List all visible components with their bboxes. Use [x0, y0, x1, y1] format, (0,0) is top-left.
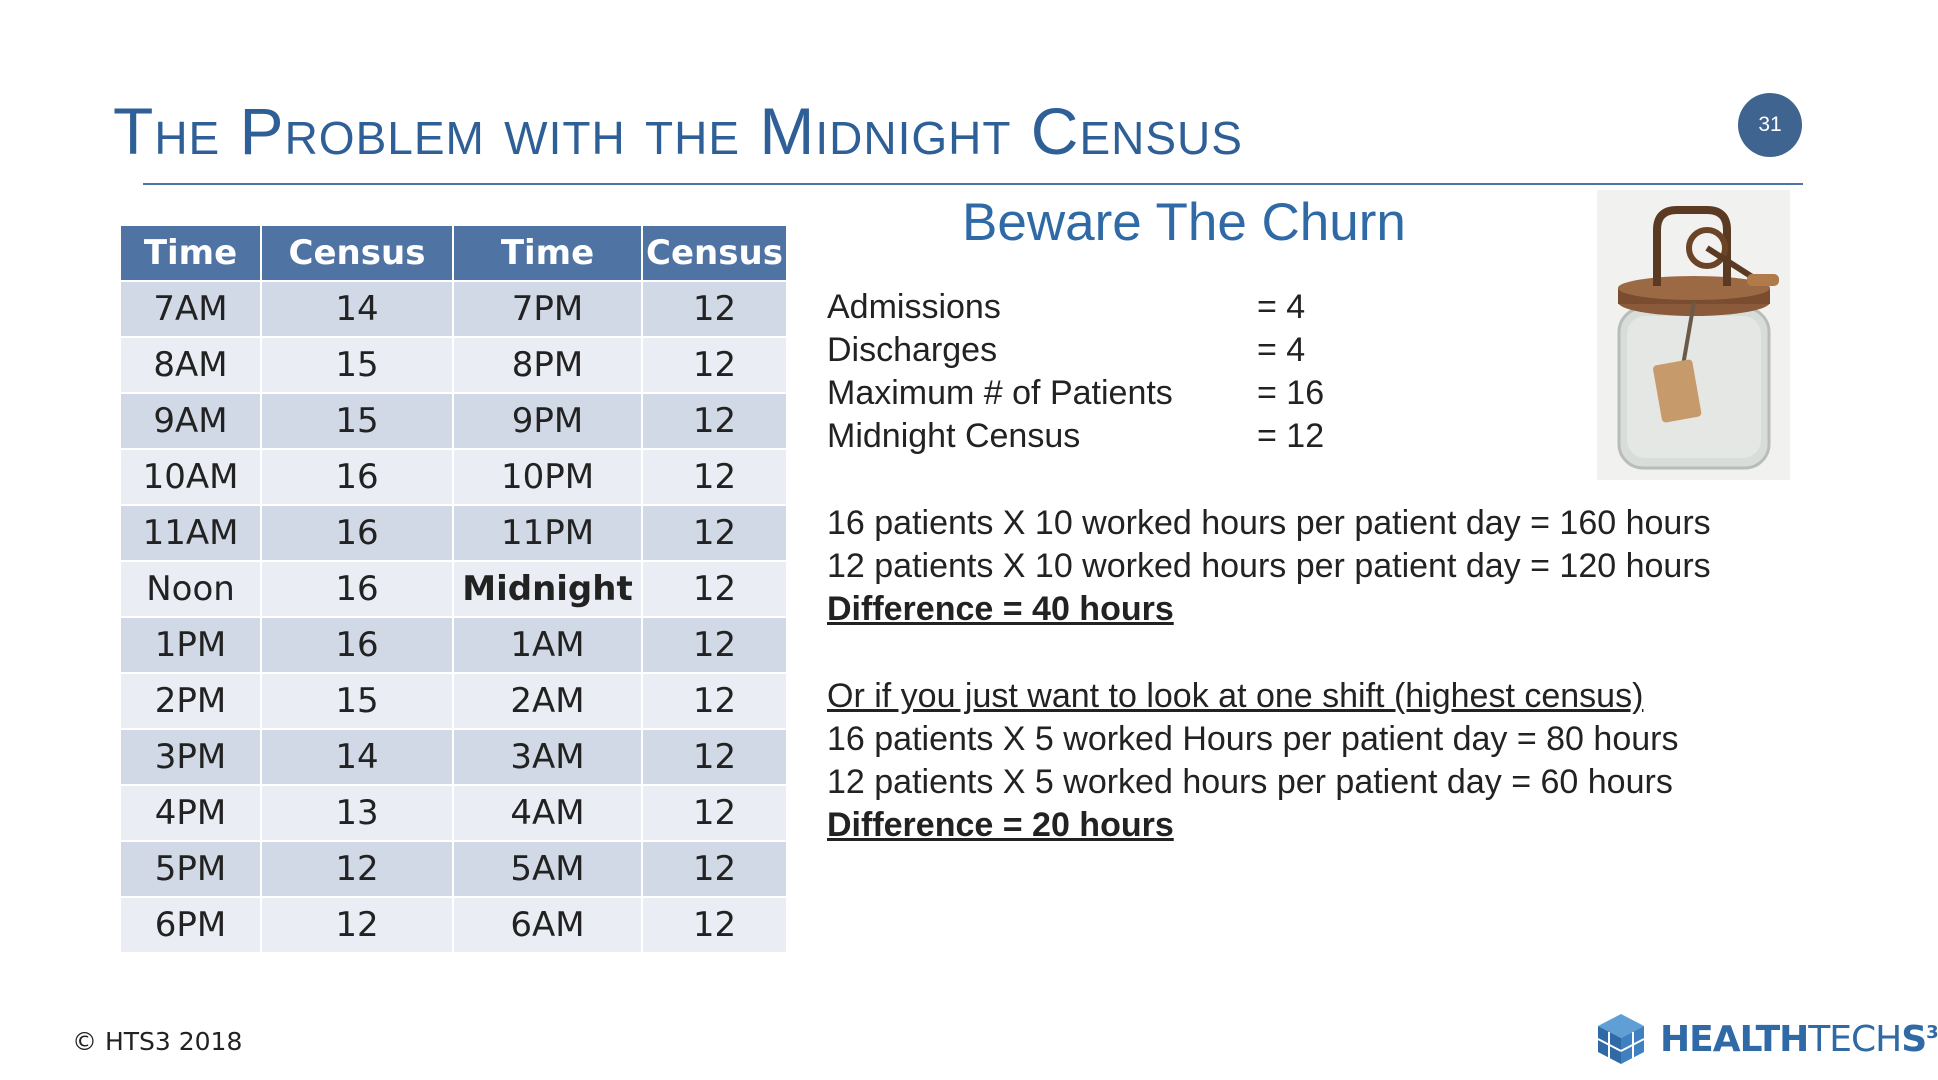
- table-body: [121, 281, 787, 952]
- cell-census: 12: [642, 673, 787, 729]
- butter-churn-image: [1597, 190, 1790, 480]
- stat-row-admissions: [827, 286, 1324, 329]
- table-row: [121, 561, 787, 617]
- stat-row-midnight-census: [827, 415, 1324, 458]
- logo-s: S: [1901, 1018, 1927, 1060]
- table-row: [121, 449, 787, 505]
- cell-time: 7AM: [121, 281, 261, 337]
- cell-time: 8AM: [121, 337, 261, 393]
- logo-superscript: 3: [1926, 1021, 1938, 1043]
- table-row: [121, 337, 787, 393]
- cell-census: 15: [261, 393, 453, 449]
- cell-census: 12: [642, 617, 787, 673]
- header-time-1: Time: [121, 226, 261, 281]
- stat-value: = 4: [1257, 288, 1306, 326]
- census-table: [121, 226, 788, 952]
- table-row: [121, 729, 787, 785]
- cell-census: 14: [261, 281, 453, 337]
- cell-time: 10PM: [453, 449, 642, 505]
- copyright-text: © HTS3 2018: [72, 1027, 243, 1056]
- header-census-1: Census: [261, 226, 453, 281]
- stat-value: = 4: [1257, 331, 1306, 369]
- table-row: [121, 617, 787, 673]
- logo-health: HEALTH: [1660, 1018, 1809, 1060]
- cube-icon: [1592, 1010, 1650, 1068]
- cell-census: 15: [261, 337, 453, 393]
- cell-census: 16: [261, 449, 453, 505]
- cell-census: 12: [642, 337, 787, 393]
- healthtech-logo: [1592, 1010, 1938, 1068]
- cell-time: 2PM: [121, 673, 261, 729]
- cell-time: 11PM: [453, 505, 642, 561]
- cell-time: 1PM: [121, 617, 261, 673]
- calc-line-4: 12 patients X 5 worked hours per patient day = 60 hours: [827, 763, 1673, 801]
- cell-census: 12: [642, 561, 787, 617]
- logo-wordmark: [1660, 1019, 1938, 1060]
- cell-time: 10AM: [121, 449, 261, 505]
- cell-time: 7PM: [453, 281, 642, 337]
- stat-label: Admissions: [827, 288, 1001, 326]
- cell-time: 3PM: [121, 729, 261, 785]
- calc-line-1: 16 patients X 10 worked hours per patient day = 160 hours: [827, 504, 1711, 542]
- slide-title: The Problem with the Midnight Census: [113, 94, 1243, 168]
- cell-time: 4PM: [121, 785, 261, 841]
- cell-census: 12: [642, 449, 787, 505]
- cell-time: 8PM: [453, 337, 642, 393]
- header-time-2: Time: [453, 226, 642, 281]
- cell-time: 4AM: [453, 785, 642, 841]
- cell-census: 12: [642, 897, 787, 952]
- stat-value: = 16: [1257, 374, 1325, 412]
- stat-label: Maximum # of Patients: [827, 374, 1173, 412]
- cell-time: 11AM: [121, 505, 261, 561]
- calculation-block: [827, 502, 1711, 847]
- cell-time: 6PM: [121, 897, 261, 952]
- cell-census: 16: [261, 561, 453, 617]
- calc-line-3: 16 patients X 5 worked Hours per patient day = 80 hours: [827, 720, 1679, 758]
- title-divider: [143, 183, 1803, 185]
- subtitle: Beware The Churn: [962, 193, 1406, 252]
- stat-row-discharges: [827, 329, 1324, 372]
- stat-value: = 12: [1257, 417, 1325, 455]
- cell-time: 5AM: [453, 841, 642, 897]
- cell-time: 1AM: [453, 617, 642, 673]
- spacer: [827, 631, 1711, 675]
- cell-census: 14: [261, 729, 453, 785]
- cell-time: 9AM: [121, 393, 261, 449]
- cell-census: 12: [642, 281, 787, 337]
- cell-census: 12: [642, 729, 787, 785]
- difference-40: Difference = 40 hours: [827, 590, 1174, 628]
- cell-time: 2AM: [453, 673, 642, 729]
- stat-row-max-patients: [827, 372, 1324, 415]
- cell-census: 16: [261, 505, 453, 561]
- stat-label: Midnight Census: [827, 417, 1081, 455]
- table-header-row: [121, 226, 787, 281]
- cell-census: 15: [261, 673, 453, 729]
- stats-list: [827, 286, 1324, 458]
- calc-line-2: 12 patients X 10 worked hours per patient day = 120 hours: [827, 547, 1711, 585]
- table-row: [121, 841, 787, 897]
- cell-census: 12: [642, 505, 787, 561]
- table-row: [121, 281, 787, 337]
- cell-census: 13: [261, 785, 453, 841]
- shift-heading: Or if you just want to look at one shift (highest census): [827, 677, 1644, 715]
- stat-label: Discharges: [827, 331, 998, 369]
- table-row: [121, 897, 787, 952]
- cell-time: Noon: [121, 561, 261, 617]
- table-row: [121, 393, 787, 449]
- cell-time: 6AM: [453, 897, 642, 952]
- cell-census: 12: [642, 393, 787, 449]
- cell-time: 5PM: [121, 841, 261, 897]
- table-row: [121, 505, 787, 561]
- logo-tech: TECH: [1808, 1018, 1902, 1060]
- cell-time: Midnight: [453, 561, 642, 617]
- cell-time: 9PM: [453, 393, 642, 449]
- cell-time: 3AM: [453, 729, 642, 785]
- cell-census: 12: [261, 841, 453, 897]
- page-number-badge: 31: [1738, 93, 1802, 157]
- difference-20: Difference = 20 hours: [827, 806, 1174, 844]
- table-row: [121, 785, 787, 841]
- header-census-2: Census: [642, 226, 787, 281]
- cell-census: 12: [642, 785, 787, 841]
- cell-census: 12: [642, 841, 787, 897]
- table-row: [121, 673, 787, 729]
- cell-census: 12: [261, 897, 453, 952]
- cell-census: 16: [261, 617, 453, 673]
